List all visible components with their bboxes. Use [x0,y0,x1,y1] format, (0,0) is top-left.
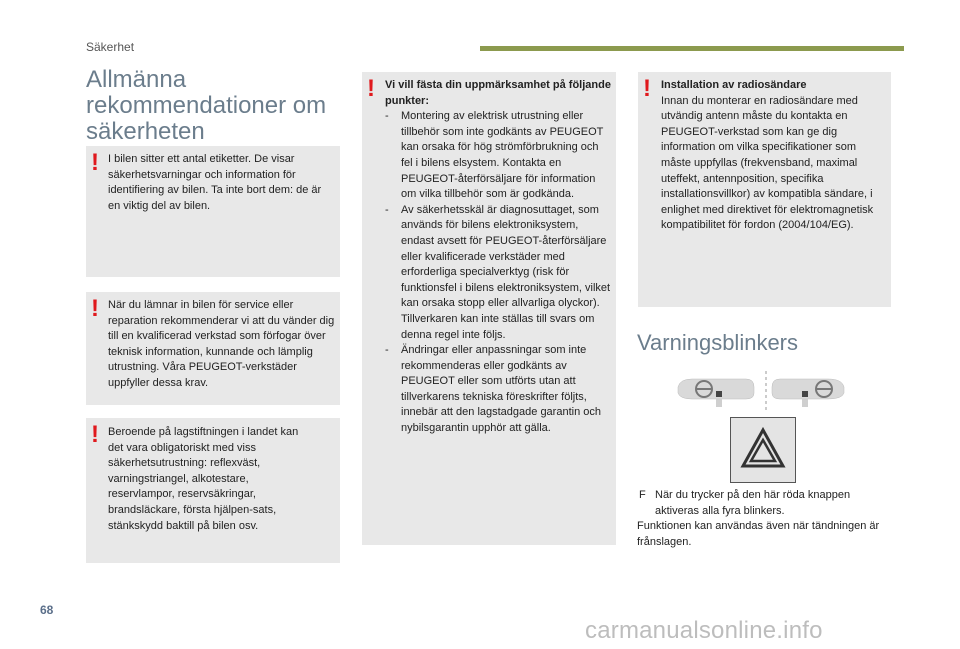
list-dash: - [385,203,389,216]
info-box-radio-text [661,78,889,234]
warning-icon: ! [643,75,651,102]
list-dash: - [385,344,389,357]
console-block-right [802,391,808,397]
warning-icon: ! [91,149,99,176]
list-item [385,203,613,343]
watermark: carmanualsonline.info [585,617,823,644]
hazard-note-text: Funktionen kan användas även när tändningen är frånslagen. [637,520,880,548]
hazard-instructions [637,488,897,550]
list-dash: - [385,110,389,123]
warning-icon: ! [91,295,99,322]
attention-heading: Vi vill fästa din uppmärksamhet på följande punkter: [385,79,611,107]
page-title: Allmänna rekommendationer om säkerheten [86,66,327,145]
list-item-text: Av säkerhetsskäl är diagnosuttaget, som används för bilens elektroniksystem, endast avsett för PEUGEOT-återförsäljare eller kvalificerade verkstäder med erforderliga specialverktyg (risk för funktionsfel i bilens elektroniksystem, vilket kan orsaka stopp eller allvarliga olyckor). Tillverkaren kan inte ställas till svars om denna regel inte följs. [401,203,611,341]
bullet-arrow-icon: F [639,489,646,501]
list-item [385,343,613,437]
info-box-equipment-text [108,425,312,534]
radio-heading: Installation av radiosändare [661,79,807,91]
header-accent-bar [480,46,904,51]
info-box-equipment-paragraph: Beroende på lagstiftningen i landet kan det vara obligatoriskt med viss säkerhetsutrustning: reflexväst, varningstriangel, alkotestare, reservlampor, reservsäkringar, brandsläckare, första hjälpen-sats, stänkskydd baktill på bilen osv. [108,426,299,532]
hazard-bullet-text: När du trycker på den här röda knappen aktiveras alla fyra blinkers. [655,489,851,517]
section-tag: Säkerhet [86,40,135,54]
list-item-text: Montering av elektrisk utrustning eller tillbehör som inte godkänts av PEUGEOT kan orsaka för hög strömförbrukning och fel i bilens elsystem. Kontakta en PEUGEOT-återförsäljare för information om vilka tillbehör som är godkända. [401,110,604,201]
info-box-labels-text [108,152,334,214]
list-item-text: Ändringar eller anpassningar som inte rekommenderas eller godkänts av PEUGEOT eller som utförts utan att tillverkarens tekniska föreskrifter följts, innebär att den lagstadgade garantin och nybilsgarantin upphör att gälla. [401,344,601,435]
info-box-labels-paragraph: I bilen sitter ett antal etiketter. De visar säkerhetsvarningar och information för identifiering av bilen. Ta inte bort dem: de är en viktig del av bilen. [108,153,322,212]
info-box-service-paragraph: När du lämnar in bilen för service eller reparation rekommenderar vi att du vänder dig till en kvalificerad verkstad som förfogar över teknisk information, kunnande och lämplig utrustning. Våra PEUGEOT-verkstäder uppfyller dessa krav. [108,299,335,389]
radio-paragraph: Innan du monterar en radiosändare med utvändig antenn måste du kontakta en PEUGEOT-verkstad som kan ge dig information om vilka specifikationer som måste uppfyllas (frekvensband, maximal uteffekt, antennposition, specifika installationsvillkor) av kompatibla sändare, i enlighet med direktivet för elektromagnetisk kompatibilitet för fordon (2004/104/EG). [661,94,874,232]
info-box-service-text [108,298,338,392]
warning-icon: ! [367,75,375,102]
warning-icon: ! [91,421,99,448]
dashboard-illustration [676,371,846,411]
hazard-button[interactable] [730,417,796,483]
attention-list [385,109,613,436]
info-box-attention-text [385,78,613,437]
hazard-section-title: Varningsblinkers [637,330,799,355]
console-block-left [716,391,722,397]
hazard-triangle-icon [731,418,795,482]
list-item [385,109,613,203]
page-number: 68 [40,603,54,617]
